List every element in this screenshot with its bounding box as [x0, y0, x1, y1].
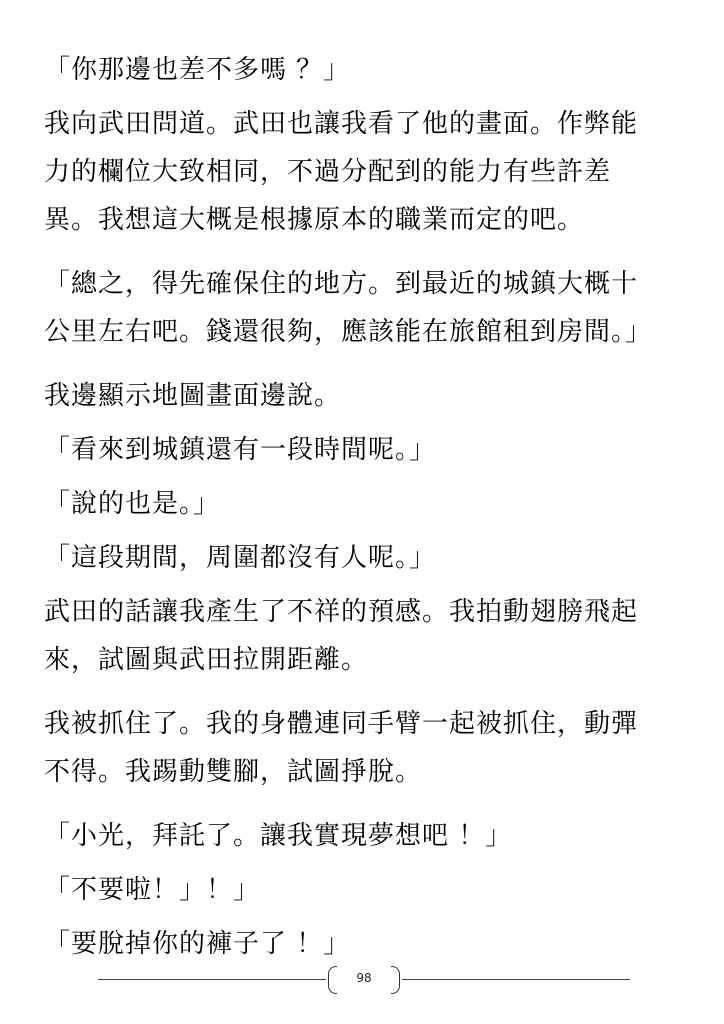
- page-body: [44, 46, 664, 974]
- paragraph-3: 「總之，得先確保住的地方。到最近的城鎮大概十公里左右吧。錢還很夠，應該能在旅館租到房間。」: [44, 269, 653, 347]
- paragraph-1: 「你那邊也差不多嗎 ？」: [44, 55, 351, 85]
- paragraph-9: 我被抓住了。我的身體連同手臂一起被抓住，動彈不得。我踢動雙腳，試圖掙脫。: [44, 709, 639, 787]
- paragraph-12: 「要脫掉你的褲子了 ！」: [44, 929, 351, 959]
- paragraph-2: 我向武田問道。武田也讓我看了他的畫面。作弊能力的欄位大致相同，不過分配到的能力有些許差異。我想這大概是根據原本的職業而定的吧。: [44, 109, 639, 235]
- page-footer: [98, 962, 630, 998]
- paragraph-11: 「不要啦！」！」: [44, 875, 261, 905]
- paragraph-5: 「看來到城鎮還有一段時間呢。」: [44, 435, 437, 465]
- paragraph-10: 「小光，拜託了。讓我實現夢想吧 ！」: [44, 821, 513, 851]
- footer-rule-right: [402, 979, 630, 980]
- paragraph-7: 「這段期間，周圍都沒有人呢。」: [44, 543, 437, 573]
- paragraph-4: 我邊顯示地圖畫面邊說。: [44, 381, 342, 411]
- paragraph-8: 武田的話讓我產生了不祥的預感。我拍動翅膀飛起來，試圖與武田拉開距離。: [44, 597, 639, 675]
- paragraph-6: 「說的也是。」: [44, 489, 221, 519]
- page-number: 98: [356, 971, 372, 985]
- footer-bracket-right: [391, 966, 400, 994]
